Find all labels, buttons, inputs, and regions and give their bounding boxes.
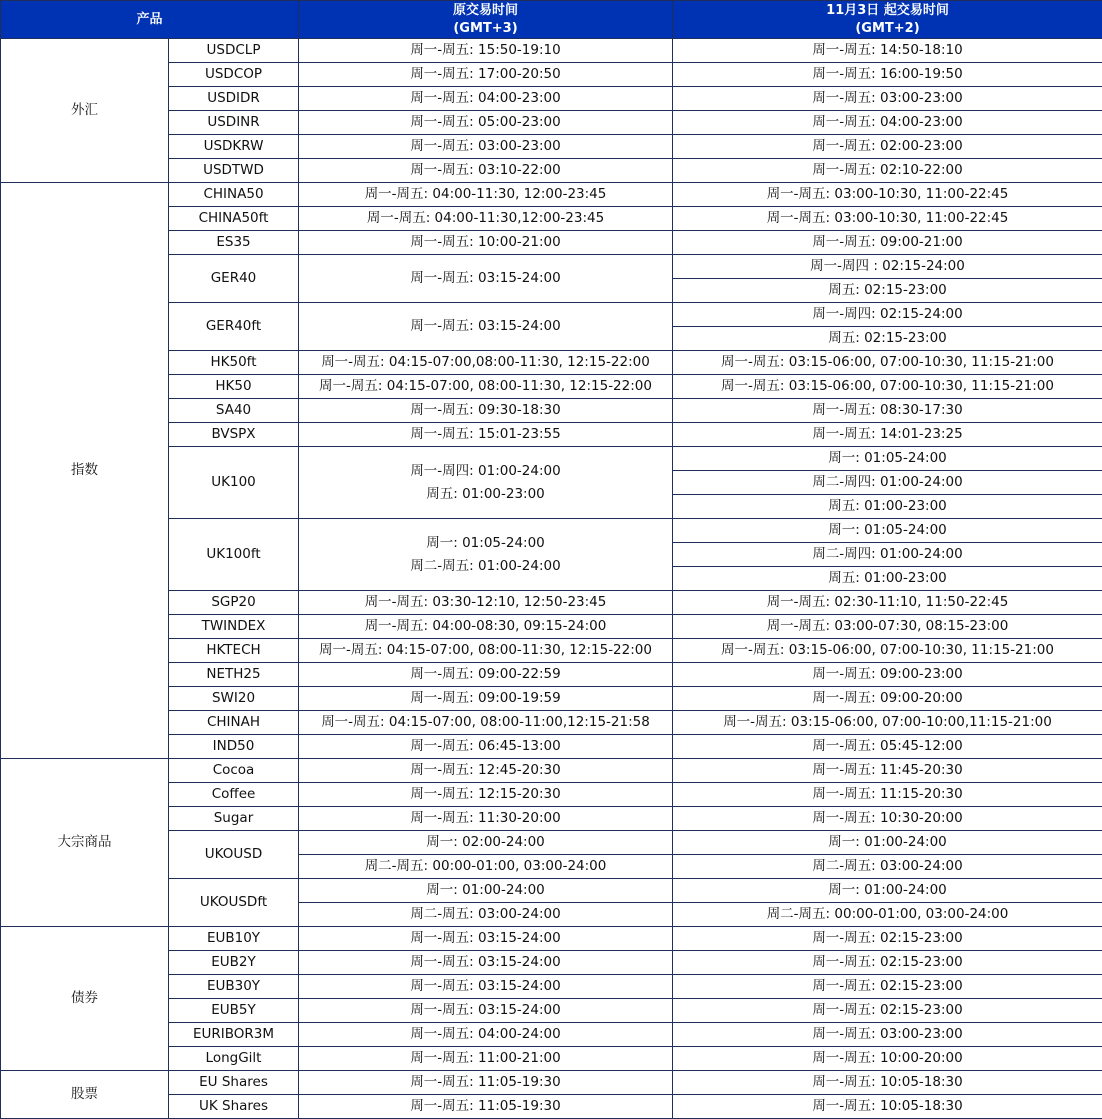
original-hours-cell: 周二-周五: 03:00-24:00 <box>299 903 673 927</box>
new-hours-cell: 周五: 02:15-23:00 <box>673 327 1102 351</box>
product-cell: USDCOP <box>169 63 299 87</box>
new-hours-cell: 周一-周五: 03:15-06:00, 07:00-10:30, 11:15-21:00 <box>673 351 1102 375</box>
original-hours-cell: 周一-周五: 11:05-19:30 <box>299 1095 673 1119</box>
original-hours-cell: 周一: 01:00-24:00 <box>299 879 673 903</box>
new-hours-cell: 周五: 01:00-23:00 <box>673 495 1102 519</box>
table-body <box>1 39 1102 1119</box>
original-hours-cell: 周一-周五: 11:30-20:00 <box>299 807 673 831</box>
product-cell: Sugar <box>169 807 299 831</box>
hours-line: 周五: 01:00-23:00 <box>299 483 672 506</box>
product-cell: BVSPX <box>169 423 299 447</box>
table-row <box>1 39 1102 63</box>
header-product: 产品 <box>1 1 299 39</box>
product-cell: GER40ft <box>169 303 299 351</box>
new-hours-cell: 周一-周五: 03:15-06:00, 07:00-10:30, 11:15-21:00 <box>673 375 1102 399</box>
product-cell: UK100ft <box>169 519 299 591</box>
product-cell: IND50 <box>169 735 299 759</box>
original-hours-cell: 周一-周五: 09:00-19:59 <box>299 687 673 711</box>
new-hours-cell: 周一: 01:05-24:00 <box>673 519 1102 543</box>
hours-line: 周一: 01:05-24:00 <box>299 532 672 555</box>
original-hours-cell: 周一-周五: 15:01-23:55 <box>299 423 673 447</box>
new-hours-cell: 周二-周四: 01:00-24:00 <box>673 471 1102 495</box>
original-hours-cell: 周二-周五: 00:00-01:00, 03:00-24:00 <box>299 855 673 879</box>
new-hours-cell: 周一-周五: 10:05-18:30 <box>673 1071 1102 1095</box>
category-cell: 债券 <box>1 927 169 1071</box>
table-row <box>1 1071 1102 1095</box>
original-hours-cell: 周一-周五: 09:30-18:30 <box>299 399 673 423</box>
new-hours-cell: 周一-周五: 02:15-23:00 <box>673 927 1102 951</box>
original-hours-cell: 周一-周五: 04:00-11:30,12:00-23:45 <box>299 207 673 231</box>
product-cell: UK100 <box>169 447 299 519</box>
category-cell: 外汇 <box>1 39 169 183</box>
table-row <box>1 183 1102 207</box>
table-row <box>1 927 1102 951</box>
new-hours-cell: 周一-周五: 03:00-10:30, 11:00-22:45 <box>673 207 1102 231</box>
product-cell: EUB10Y <box>169 927 299 951</box>
original-hours-cell: 周一-周五: 12:15-20:30 <box>299 783 673 807</box>
product-cell: USDIDR <box>169 87 299 111</box>
new-hours-cell: 周一-周五: 09:00-23:00 <box>673 663 1102 687</box>
product-cell: USDTWD <box>169 159 299 183</box>
product-cell: LongGilt <box>169 1047 299 1071</box>
new-hours-cell: 周一-周五: 02:15-23:00 <box>673 999 1102 1023</box>
header-new-hours: 11月3日 起交易时间 (GMT+2) <box>673 1 1102 39</box>
original-hours-cell: 周一-周五: 04:15-07:00, 08:00-11:00,12:15-21:58 <box>299 711 673 735</box>
new-hours-cell: 周二-周五: 03:00-24:00 <box>673 855 1102 879</box>
original-hours-cell: 周一-周五: 10:00-21:00 <box>299 231 673 255</box>
new-hours-cell: 周一: 01:00-24:00 <box>673 831 1102 855</box>
product-cell: Coffee <box>169 783 299 807</box>
product-cell: HK50 <box>169 375 299 399</box>
product-cell: NETH25 <box>169 663 299 687</box>
new-hours-cell: 周一-周五: 11:45-20:30 <box>673 759 1102 783</box>
new-hours-cell: 周一-周五: 03:00-23:00 <box>673 1023 1102 1047</box>
new-hours-cell: 周一-周五: 10:00-20:00 <box>673 1047 1102 1071</box>
new-hours-cell: 周一-周四 : 02:15-24:00 <box>673 255 1102 279</box>
new-hours-cell: 周一: 01:00-24:00 <box>673 879 1102 903</box>
original-hours-cell: 周一-周五: 04:00-11:30, 12:00-23:45 <box>299 183 673 207</box>
new-hours-cell: 周一-周五: 14:50-18:10 <box>673 39 1102 63</box>
original-hours-cell: 周一-周五: 03:15-24:00 <box>299 927 673 951</box>
new-hours-cell: 周五: 02:15-23:00 <box>673 279 1102 303</box>
new-hours-cell: 周一-周五: 05:45-12:00 <box>673 735 1102 759</box>
product-cell: SGP20 <box>169 591 299 615</box>
product-cell: EUB5Y <box>169 999 299 1023</box>
new-hours-cell: 周一-周五: 02:10-22:00 <box>673 159 1102 183</box>
new-hours-cell: 周一-周五: 03:00-07:30, 08:15-23:00 <box>673 615 1102 639</box>
new-hours-cell: 周二-周五: 00:00-01:00, 03:00-24:00 <box>673 903 1102 927</box>
new-hours-cell: 周一-周五: 08:30-17:30 <box>673 399 1102 423</box>
new-hours-cell: 周一-周五: 02:30-11:10, 11:50-22:45 <box>673 591 1102 615</box>
category-cell: 股票 <box>1 1071 169 1119</box>
product-cell: EUB30Y <box>169 975 299 999</box>
new-hours-cell: 周一-周五: 03:15-06:00, 07:00-10:30, 11:15-21:00 <box>673 639 1102 663</box>
original-hours-cell: 周一-周五: 03:15-24:00 <box>299 999 673 1023</box>
original-hours-cell: 周一-周五: 04:15-07:00, 08:00-11:30, 12:15-22:00 <box>299 639 673 663</box>
original-hours-cell: 周一-周五: 15:50-19:10 <box>299 39 673 63</box>
new-hours-cell: 周一-周五: 16:00-19:50 <box>673 63 1102 87</box>
original-hours-cell: 周一-周五: 03:15-24:00 <box>299 975 673 999</box>
product-cell: CHINA50ft <box>169 207 299 231</box>
product-cell: EURIBOR3M <box>169 1023 299 1047</box>
product-cell: TWINDEX <box>169 615 299 639</box>
original-hours-cell: 周一-周五: 12:45-20:30 <box>299 759 673 783</box>
header-original-hours: 原交易时间 (GMT+3) <box>299 1 673 39</box>
original-hours-cell: 周一-周五: 06:45-13:00 <box>299 735 673 759</box>
new-hours-cell: 周一-周五: 09:00-21:00 <box>673 231 1102 255</box>
original-hours-cell: 周一: 02:00-24:00 <box>299 831 673 855</box>
product-cell: HK50ft <box>169 351 299 375</box>
product-cell: CHINAH <box>169 711 299 735</box>
original-hours-cell: 周一-周五: 17:00-20:50 <box>299 63 673 87</box>
original-hours-cell: 周一-周五: 04:15-07:00,08:00-11:30, 12:15-22:00 <box>299 351 673 375</box>
new-hours-cell: 周一-周五: 04:00-23:00 <box>673 111 1102 135</box>
product-cell: GER40 <box>169 255 299 303</box>
new-hours-cell: 周一-周五: 02:00-23:00 <box>673 135 1102 159</box>
product-cell: USDKRW <box>169 135 299 159</box>
new-hours-cell: 周一-周五: 14:01-23:25 <box>673 423 1102 447</box>
product-cell: UKOUSD <box>169 831 299 879</box>
original-hours-cell <box>299 303 673 351</box>
product-cell: Cocoa <box>169 759 299 783</box>
new-hours-cell: 周一-周五: 03:15-06:00, 07:00-10:00,11:15-21:00 <box>673 711 1102 735</box>
product-cell: CHINA50 <box>169 183 299 207</box>
hours-line: 周二-周五: 01:00-24:00 <box>299 555 672 578</box>
category-cell: 指数 <box>1 183 169 759</box>
product-cell: SA40 <box>169 399 299 423</box>
original-hours-cell <box>299 447 673 519</box>
original-hours-cell: 周一-周五: 03:30-12:10, 12:50-23:45 <box>299 591 673 615</box>
product-cell: ES35 <box>169 231 299 255</box>
product-cell: UKOUSDft <box>169 879 299 927</box>
product-cell: EU Shares <box>169 1071 299 1095</box>
category-cell: 大宗商品 <box>1 759 169 927</box>
product-cell: EUB2Y <box>169 951 299 975</box>
new-hours-cell: 周一-周五: 02:15-23:00 <box>673 975 1102 999</box>
product-cell: USDINR <box>169 111 299 135</box>
original-hours-cell: 周一-周五: 05:00-23:00 <box>299 111 673 135</box>
new-hours-cell: 周一-周四: 02:15-24:00 <box>673 303 1102 327</box>
original-hours-cell: 周一-周五: 11:00-21:00 <box>299 1047 673 1071</box>
new-hours-cell: 周一-周五: 10:05-18:30 <box>673 1095 1102 1119</box>
hours-line: 周一-周五: 03:15-24:00 <box>299 315 672 338</box>
original-hours-cell: 周一-周五: 04:15-07:00, 08:00-11:30, 12:15-22:00 <box>299 375 673 399</box>
new-hours-cell: 周一-周五: 03:00-23:00 <box>673 87 1102 111</box>
header-row <box>1 1 1102 39</box>
new-hours-cell: 周一: 01:05-24:00 <box>673 447 1102 471</box>
original-hours-cell: 周一-周五: 04:00-08:30, 09:15-24:00 <box>299 615 673 639</box>
original-hours-cell <box>299 255 673 303</box>
new-hours-cell: 周一-周五: 03:00-10:30, 11:00-22:45 <box>673 183 1102 207</box>
original-hours-cell <box>299 519 673 591</box>
new-hours-cell: 周一-周五: 11:15-20:30 <box>673 783 1102 807</box>
original-hours-cell: 周一-周五: 03:00-23:00 <box>299 135 673 159</box>
product-cell: HKTECH <box>169 639 299 663</box>
product-cell: UK Shares <box>169 1095 299 1119</box>
new-hours-cell: 周一-周五: 10:30-20:00 <box>673 807 1102 831</box>
original-hours-cell: 周一-周五: 09:00-22:59 <box>299 663 673 687</box>
original-hours-cell: 周一-周五: 03:10-22:00 <box>299 159 673 183</box>
hours-line: 周一-周五: 03:15-24:00 <box>299 267 672 290</box>
new-hours-cell: 周一-周五: 09:00-20:00 <box>673 687 1102 711</box>
new-hours-cell: 周二-周四: 01:00-24:00 <box>673 543 1102 567</box>
product-cell: SWI20 <box>169 687 299 711</box>
hours-line: 周一-周四: 01:00-24:00 <box>299 460 672 483</box>
original-hours-cell: 周一-周五: 04:00-24:00 <box>299 1023 673 1047</box>
product-cell: USDCLP <box>169 39 299 63</box>
new-hours-cell: 周五: 01:00-23:00 <box>673 567 1102 591</box>
original-hours-cell: 周一-周五: 03:15-24:00 <box>299 951 673 975</box>
new-hours-cell: 周一-周五: 02:15-23:00 <box>673 951 1102 975</box>
table-row <box>1 759 1102 783</box>
original-hours-cell: 周一-周五: 11:05-19:30 <box>299 1071 673 1095</box>
original-hours-cell: 周一-周五: 04:00-23:00 <box>299 87 673 111</box>
